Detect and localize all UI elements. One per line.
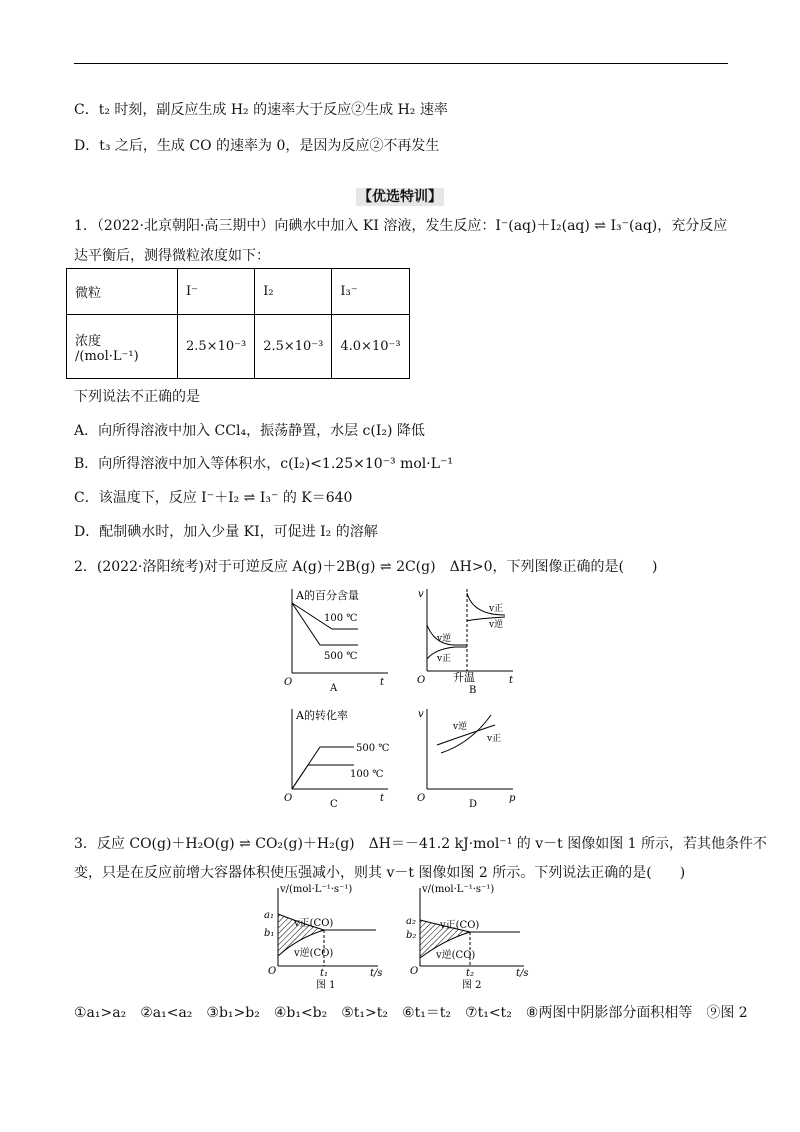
- y-label: A的百分含量: [296, 589, 359, 602]
- q1-option-c: C．该温度下，反应 I⁻＋I₂ ⇌ I₃⁻ 的 K＝640: [74, 490, 353, 506]
- label-v-reverse: v逆(CO): [294, 948, 334, 959]
- label-v-forward: v正(CO): [440, 920, 480, 931]
- q-prev-option-d: D．t₃ 之后，生成 CO 的速率为 0，是因为反应②不再发生: [74, 138, 440, 154]
- y-label: A的转化率: [296, 709, 348, 722]
- x-label: p: [509, 793, 516, 804]
- origin: O: [268, 966, 277, 977]
- section-title: 【优选特训】: [358, 189, 442, 205]
- q1-option-a: A．向所得溶液中加入 CCl₄，振荡静置，水层 c(I₂) 降低: [74, 423, 425, 439]
- figure-c: [280, 705, 400, 810]
- label-heat: 升温: [453, 671, 475, 684]
- curve-v-forward: [441, 715, 491, 753]
- label-b1: b₁: [264, 928, 275, 939]
- table-cell: 4.0×10⁻³: [332, 315, 409, 379]
- label-500c: 500 ℃: [324, 651, 358, 662]
- figure-d: [415, 705, 525, 810]
- q3-options: ①a₁>a₂ ②a₁<a₂ ③b₁>b₂ ④b₁<b₂ ⑤t₁>t₂ ⑥t₁＝t₂ ⑦t₁<t₂ ⑧两图中阴影部分面积相等 ⑨图 2: [74, 1005, 748, 1021]
- caption: 图 2: [462, 980, 482, 991]
- label-v-reverse: v逆: [453, 722, 468, 732]
- label-500c: 500 ℃: [356, 743, 390, 754]
- q3-stem-line1: 3．反应 CO(g)＋H₂O(g) ⇌ CO₂(g)＋H₂(g) ΔH＝－41.2 kJ·mol⁻¹ 的 v－t 图像如图 1 所示，若其他条件不: [74, 836, 768, 852]
- label-v-reverse-high: v正: [489, 604, 504, 614]
- curve-500c: [292, 747, 354, 789]
- x-label: t: [509, 675, 514, 686]
- table-header-cell: I₃⁻: [332, 269, 409, 315]
- origin: O: [410, 966, 419, 977]
- origin: O: [284, 793, 293, 804]
- label-100c: 100 ℃: [350, 769, 384, 780]
- q3-stem-line2: 变，只是在反应前增大容器体积使压强减小，则其 v－t 图像如图 2 所示。下列说法正确的是( ): [74, 865, 686, 881]
- y-label: v/(mol·L⁻¹·s⁻¹): [280, 884, 353, 895]
- top-rule: [74, 63, 728, 64]
- q1-stem-line1: 1．（2022·北京朝阳·高三期中）向碘水中加入 KI 溶液，发生反应：I⁻(aq)＋I₂(aq) ⇌ I₃⁻(aq)，充分反应: [74, 218, 728, 234]
- caption: D: [469, 799, 478, 810]
- label-v-reverse: v正: [437, 654, 452, 664]
- table-header-cell: 微粒: [67, 269, 178, 315]
- q1-stem-line2: 达平衡后，测得微粒浓度如下：: [74, 248, 270, 264]
- q2-stem: 2．(2022·洛阳统考)对于可逆反应 A(g)＋2B(g) ⇌ 2C(g) ΔH>0，下列图像正确的是( ): [74, 559, 658, 575]
- caption: A: [330, 683, 338, 694]
- y-label: v/(mol·L⁻¹·s⁻¹): [422, 884, 495, 895]
- q-prev-option-c: C．t₂ 时刻，副反应生成 H₂ 的速率大于反应②生成 H₂ 速率: [74, 102, 448, 118]
- y-label: v: [418, 589, 424, 600]
- y-label: v: [418, 709, 424, 720]
- x-label: t: [380, 677, 385, 688]
- origin: O: [417, 675, 426, 686]
- label-v-forward: v正(CO): [294, 918, 334, 929]
- origin: O: [284, 677, 293, 688]
- label-t1: t₁: [320, 968, 329, 979]
- figure-2: [400, 880, 535, 992]
- label-v-forward: v正: [487, 734, 502, 744]
- origin: O: [417, 793, 426, 804]
- label-a1: a₁: [264, 910, 274, 921]
- x-label: t/s: [370, 968, 383, 979]
- label-100c: 100 ℃: [324, 613, 358, 624]
- q1-ask: 下列说法不正确的是: [74, 389, 200, 405]
- table-cell: 2.5×10⁻³: [255, 315, 332, 379]
- label-v-forward: v逆: [437, 634, 452, 644]
- caption: B: [469, 685, 477, 695]
- figure-b: [415, 585, 525, 695]
- caption: 图 1: [316, 980, 336, 991]
- curve-100c: [292, 765, 354, 789]
- label-t2: t₂: [466, 968, 475, 979]
- q1-option-d: D．配制碘水时，加入少量 KI，可促进 I₂ 的溶解: [74, 524, 378, 540]
- table-header-cell: I⁻: [178, 269, 255, 315]
- x-label: t/s: [516, 968, 529, 979]
- label-v-forward-high: v逆: [489, 620, 504, 630]
- table-cell: 2.5×10⁻³: [178, 315, 255, 379]
- table-header-cell: I₂: [255, 269, 332, 315]
- label-v-reverse: v逆(CO): [436, 950, 476, 961]
- label-a2: a₂: [406, 916, 416, 927]
- x-label: t: [380, 793, 385, 804]
- figure-1: [258, 880, 388, 992]
- label-b2: b₂: [406, 930, 417, 941]
- figure-a: [280, 585, 400, 695]
- concentration-table: [66, 268, 410, 379]
- caption: C: [330, 799, 338, 810]
- table-row-label: 浓度 /(mol·L⁻¹): [67, 315, 178, 379]
- q1-option-b: B．向所得溶液中加入等体积水，c(I₂)<1.25×10⁻³ mol·L⁻¹: [74, 456, 454, 472]
